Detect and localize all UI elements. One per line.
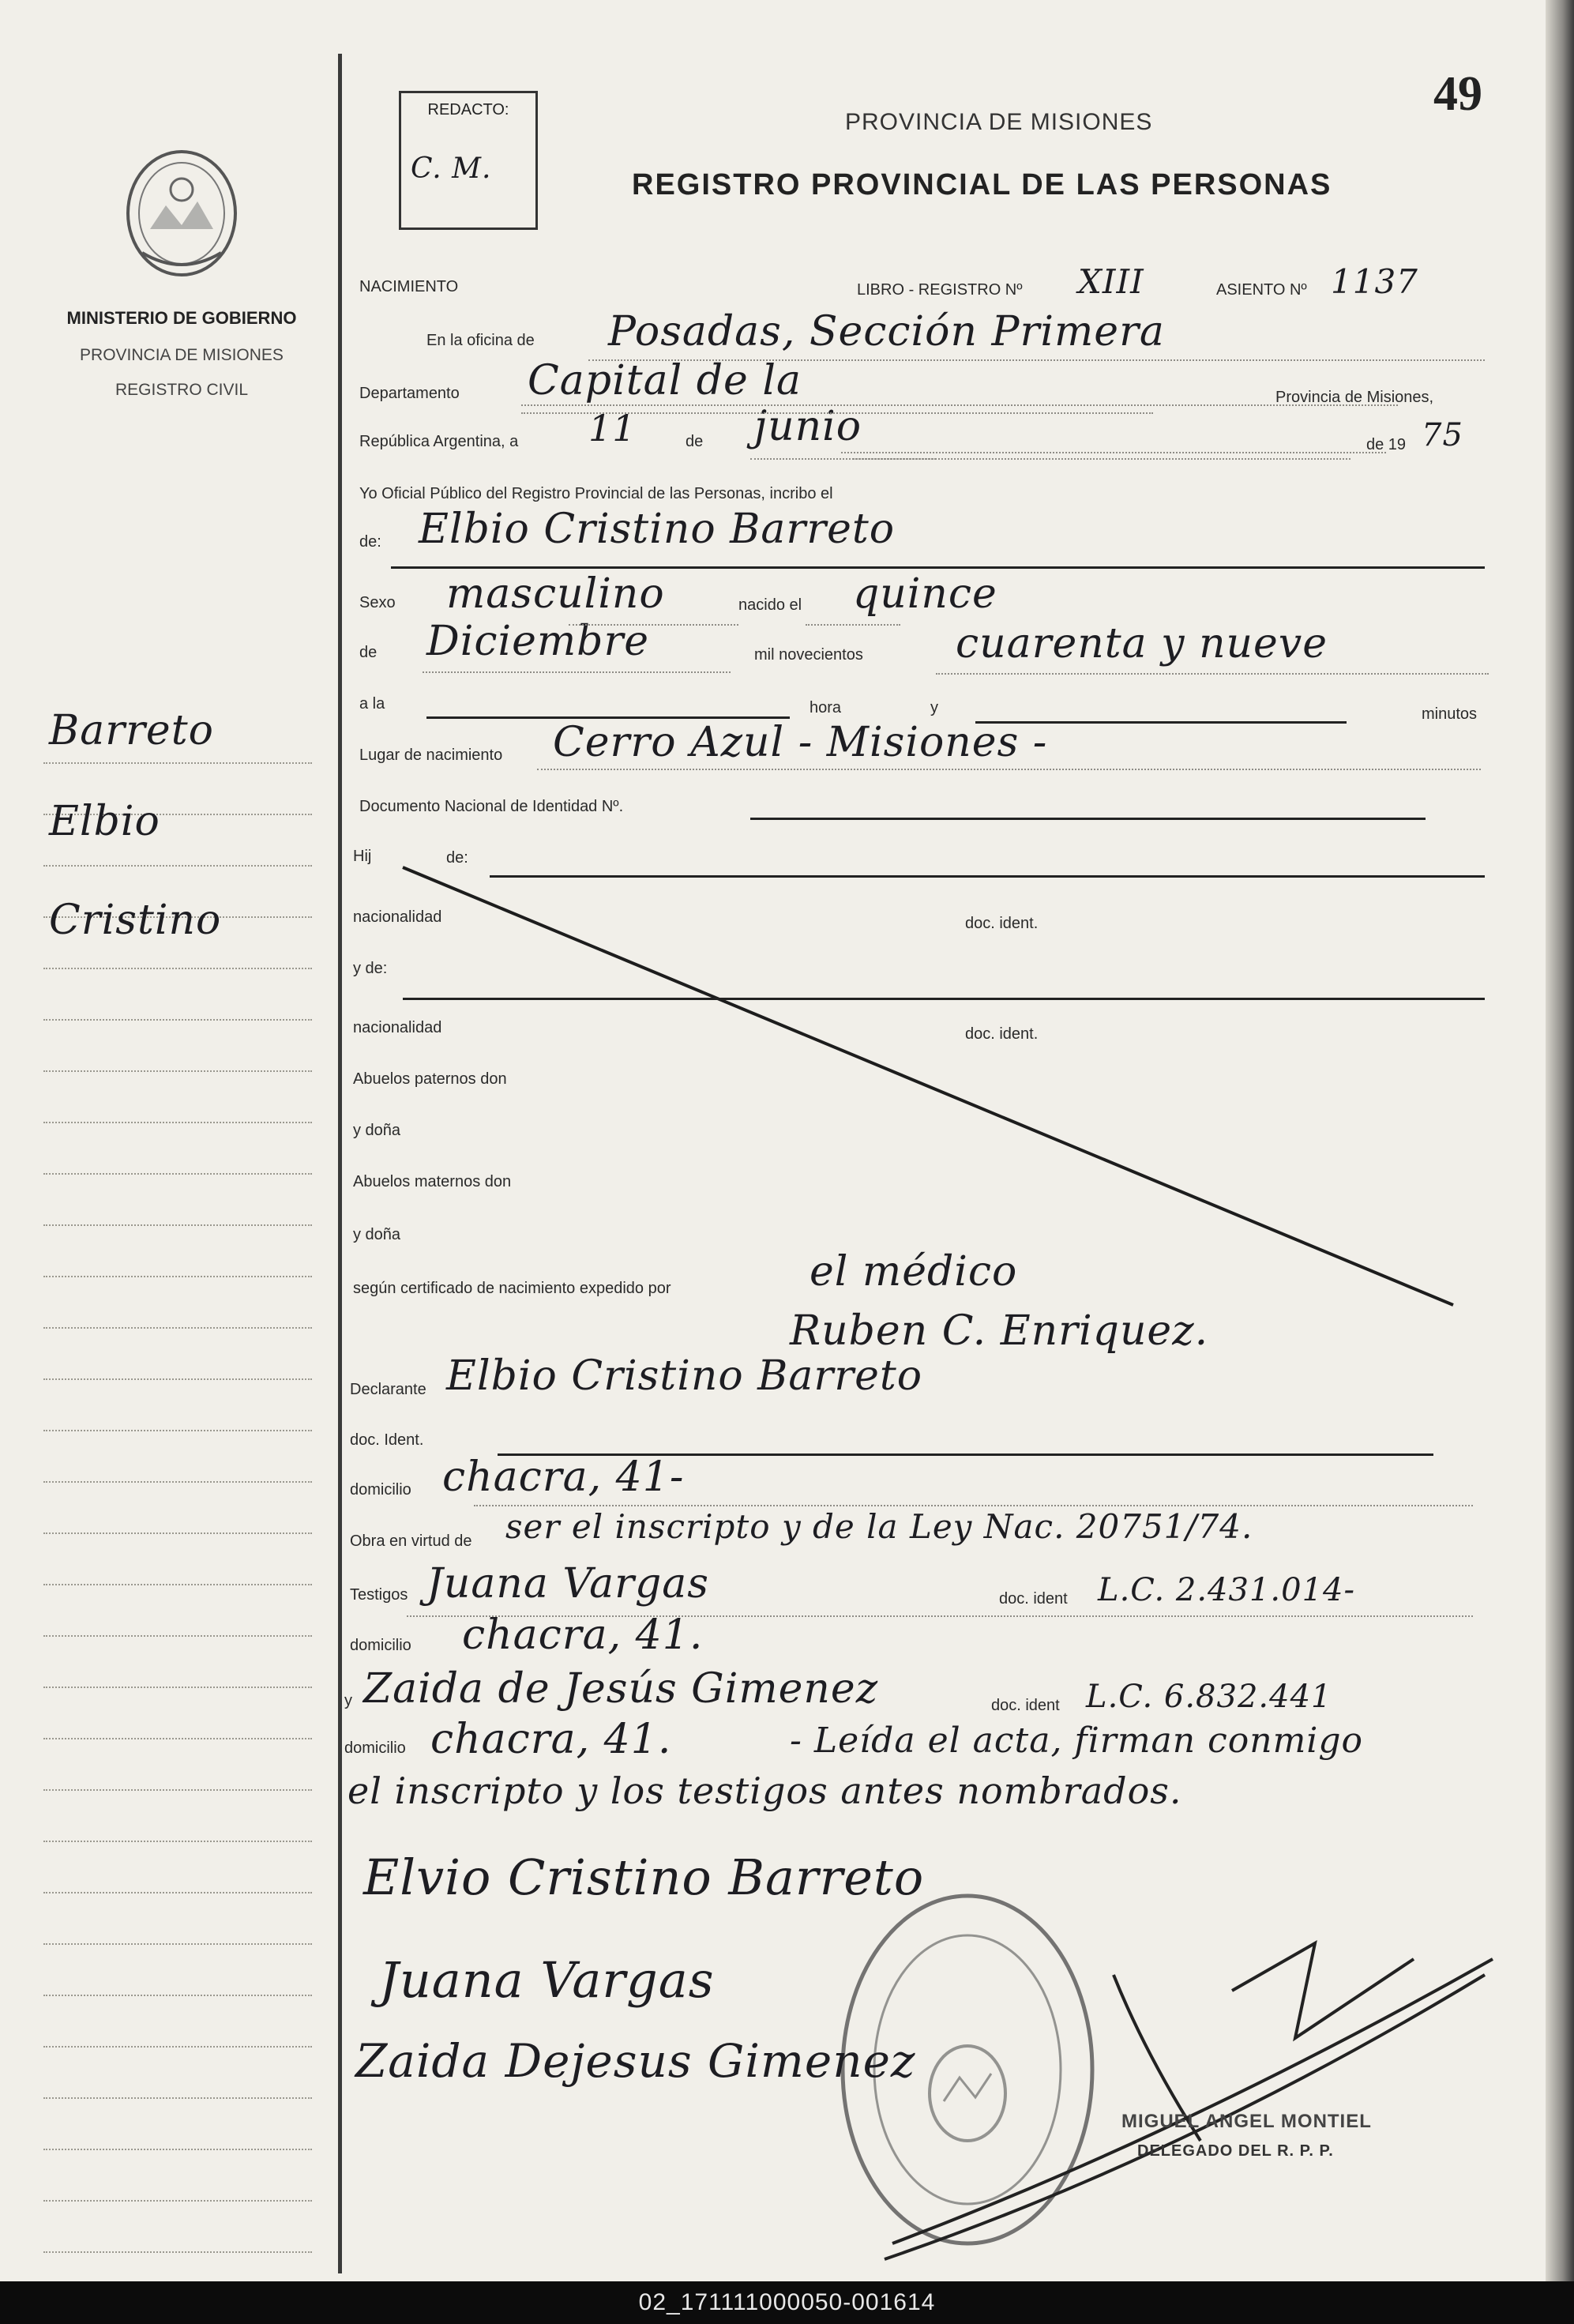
field-underline xyxy=(474,1505,1473,1506)
province-title: PROVINCIA DE MISIONES xyxy=(845,109,1153,135)
yo-oficial-label: Yo Oficial Público del Registro Provincial de las Personas, incribo el xyxy=(359,485,833,502)
de-year-label: de 19 xyxy=(1366,436,1407,453)
field-underline xyxy=(521,404,1398,406)
dia-value: 11 xyxy=(588,407,637,449)
field-underline xyxy=(806,624,900,626)
de-label: de xyxy=(686,433,704,450)
testigo2-doc-value: L.C. 6.832.441 xyxy=(1086,1679,1332,1715)
field-underline xyxy=(403,998,1485,1000)
coat-of-arms-icon xyxy=(128,152,235,275)
hij-label: Hij xyxy=(353,848,372,865)
declarante-label: Declarante xyxy=(350,1381,426,1398)
oficina-label: En la oficina de xyxy=(426,332,535,349)
stamp-title: DELEGADO DEL R. P. P. xyxy=(1137,2142,1334,2160)
lugar-label: Lugar de nacimiento xyxy=(359,746,503,764)
abuelos-paternos-label: Abuelos paternos don xyxy=(353,1070,507,1088)
cert-value-1: el médico xyxy=(810,1248,1018,1295)
sexo-value: masculino xyxy=(446,570,665,618)
nacionalidad1-label: nacionalidad xyxy=(353,908,442,926)
y-label: y xyxy=(930,699,938,716)
obra-value: ser el inscripto y de la Ley Nac. 20751/74. xyxy=(505,1507,1253,1546)
departamento-value: Capital de la xyxy=(528,357,802,404)
field-underline xyxy=(841,452,1386,453)
signature-testigo1: Juana Vargas xyxy=(379,1951,715,2009)
official-signature xyxy=(885,1943,1493,2259)
departamento-label: Departamento xyxy=(359,385,460,402)
nacionalidad2-label: nacionalidad xyxy=(353,1019,442,1036)
lugar-value: Cerro Azul - Misiones - xyxy=(553,719,1048,766)
mil-label: mil novecientos xyxy=(754,646,863,664)
field-underline xyxy=(498,1453,1433,1456)
nacimiento-label: NACIMIENTO xyxy=(359,278,459,295)
y-de-label: y de: xyxy=(353,960,388,977)
de-name-label: de: xyxy=(359,533,381,551)
domicilio-t2-value: chacra, 41. xyxy=(430,1716,672,1763)
footer-filename: 02_171111000050-001614 xyxy=(638,2289,936,2315)
ministry-label: MINISTERIO DE GOBIERNO xyxy=(66,308,297,328)
domicilio-t1-label: domicilio xyxy=(350,1637,411,1654)
oficina-value: Posadas, Sección Primera xyxy=(608,308,1165,355)
field-underline xyxy=(407,1615,1473,1617)
nacido-value: quince xyxy=(853,570,997,618)
mes-nac-value: Diciembre xyxy=(426,618,650,665)
stamp-name: MIGUEL ANGEL MONTIEL xyxy=(1121,2111,1372,2132)
field-underline xyxy=(391,566,1485,569)
anio-nac-value: cuarenta y nueve xyxy=(956,620,1328,667)
field-underline xyxy=(521,412,1153,414)
testigo2-value: Zaida de Jesús Gimenez xyxy=(363,1665,879,1713)
libro-label: LIBRO - REGISTRO Nº xyxy=(857,281,1023,299)
certificado-label: según certificado de nacimiento expedido por xyxy=(353,1280,671,1297)
field-underline xyxy=(750,818,1426,820)
field-underline xyxy=(936,673,1489,675)
field-underline xyxy=(569,624,738,626)
testigo1-doc-value: L.C. 2.431.014- xyxy=(1098,1572,1355,1608)
y-dona-m-label: y doña xyxy=(353,1226,401,1243)
testigo2-doc-label: doc. ident xyxy=(991,1697,1060,1714)
a-la-label: a la xyxy=(359,695,385,713)
doc-ident2-label: doc. ident. xyxy=(965,1025,1039,1043)
domicilio-decl-label: domicilio xyxy=(350,1481,411,1499)
registry-title: REGISTRO PROVINCIAL DE LAS PERSONAS xyxy=(632,168,1332,201)
closing-line-2: el inscripto y los testigos antes nombrados. xyxy=(347,1769,1182,1812)
margin-note-surname: Barreto xyxy=(49,707,214,754)
testigo1-value: Juana Vargas xyxy=(426,1560,709,1608)
left-province-label: PROVINCIA DE MISIONES xyxy=(80,346,284,364)
testigo1-doc-label: doc. ident xyxy=(999,1590,1068,1608)
nombre-value: Elbio Cristino Barreto xyxy=(419,506,896,553)
page-number: 49 xyxy=(1433,67,1482,121)
doc-ident-decl-label: doc. Ident. xyxy=(350,1431,424,1449)
domicilio-decl-value: chacra, 41- xyxy=(442,1453,685,1501)
signature-testigo2: Zaida Dejesus Gimenez xyxy=(355,2034,916,2088)
y-testigo2-label: y xyxy=(344,1692,352,1709)
minutos-label: minutos xyxy=(1422,705,1478,723)
doc-ident1-label: doc. ident. xyxy=(965,915,1039,932)
libro-value: XIII xyxy=(1078,262,1144,301)
sexo-label: Sexo xyxy=(359,594,396,611)
strike-diagonal xyxy=(403,867,1453,1305)
cert-value-2: Ruben C. Enriquez. xyxy=(790,1307,1209,1355)
asiento-label: ASIENTO Nº xyxy=(1216,281,1307,299)
redacto-value: C. M. xyxy=(411,152,492,185)
redacto-box xyxy=(399,91,538,230)
hora-label: hora xyxy=(810,699,842,716)
documento-label: Documento Nacional de Identidad Nº. xyxy=(359,798,624,815)
nacido-label: nacido el xyxy=(738,596,802,614)
testigos-label: Testigos xyxy=(350,1586,408,1604)
asiento-value: 1137 xyxy=(1331,262,1418,301)
civil-registry-label: REGISTRO CIVIL xyxy=(115,381,249,399)
field-underline xyxy=(853,458,1350,460)
field-underline xyxy=(975,721,1347,724)
field-underline xyxy=(588,359,1485,361)
closing-line-1: - Leída el acta, firman conmigo xyxy=(790,1720,1364,1761)
signature-declarante: Elvio Cristino Barreto xyxy=(363,1848,925,1906)
hij-de-label: de: xyxy=(446,849,468,867)
field-underline xyxy=(490,875,1485,878)
field-underline xyxy=(426,716,790,719)
obra-label: Obra en virtud de xyxy=(350,1532,472,1550)
margin-note-name2: Cristino xyxy=(49,897,222,944)
abuelos-maternos-label: Abuelos maternos don xyxy=(353,1173,512,1190)
domicilio-t1-value: chacra, 41. xyxy=(462,1611,704,1659)
declarante-value: Elbio Cristino Barreto xyxy=(446,1352,923,1400)
anio-value: 75 xyxy=(1422,417,1463,453)
margin-note-name1: Elbio xyxy=(49,798,160,845)
field-underline xyxy=(537,769,1481,770)
de-mes-label: de xyxy=(359,644,378,661)
field-underline xyxy=(423,671,731,673)
mes-value: junio xyxy=(754,403,862,450)
domicilio-t2-label: domicilio xyxy=(344,1739,406,1757)
redacto-label: REDACTO: xyxy=(427,101,509,118)
y-dona-p-label: y doña xyxy=(353,1122,401,1139)
republica-label: República Argentina, a xyxy=(359,433,519,450)
provincia-label: Provincia de Misiones, xyxy=(1275,389,1434,406)
